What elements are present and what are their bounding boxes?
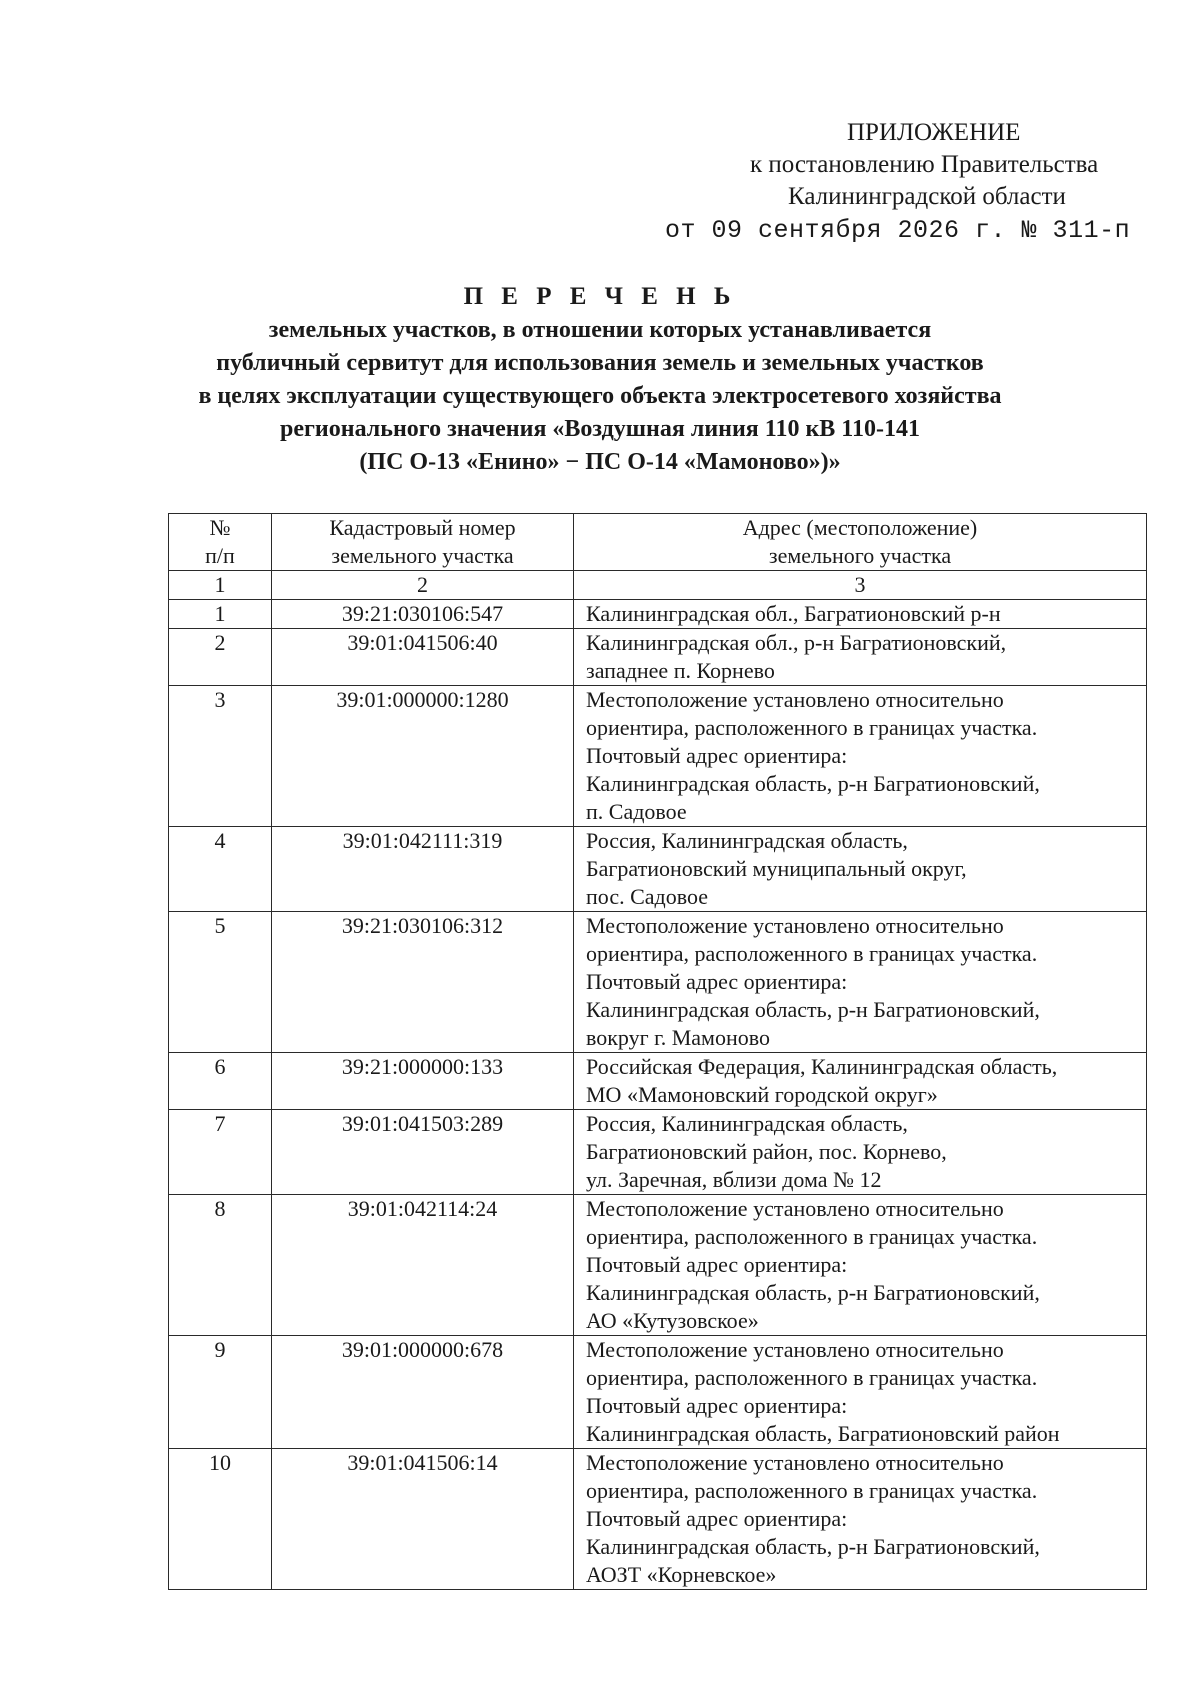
address-line: Местоположение установлено относительно bbox=[586, 687, 1004, 712]
address-cell bbox=[574, 1449, 1147, 1590]
address-line: Местоположение установлено относительно bbox=[586, 1337, 1004, 1362]
header-cell-cadastral bbox=[272, 514, 574, 571]
address-line: АО «Кутузовское» bbox=[586, 1308, 759, 1333]
table-row bbox=[169, 629, 1147, 686]
address-cell bbox=[574, 600, 1147, 629]
address-line: ориентира, расположенного в границах участка. bbox=[586, 715, 1038, 740]
header-text: п/п bbox=[205, 543, 235, 568]
heading-line: земельных участков, в отношении которых устанавливается bbox=[268, 317, 932, 343]
address-line: ориентира, расположенного в границах участка. bbox=[586, 941, 1038, 966]
header-text: Кадастровый номер bbox=[329, 515, 516, 540]
table-row bbox=[169, 600, 1147, 629]
address-line: Почтовый адрес ориентира: bbox=[586, 969, 848, 994]
row-number: 8 bbox=[169, 1195, 272, 1336]
table-row bbox=[169, 1449, 1147, 1590]
cadastral-number: 39:01:000000:1280 bbox=[272, 686, 574, 827]
address-line: вокруг г. Мамоново bbox=[586, 1025, 770, 1050]
address-line: ориентира, расположенного в границах участка. bbox=[586, 1365, 1038, 1390]
table-row bbox=[169, 686, 1147, 827]
row-number: 5 bbox=[169, 912, 272, 1053]
header-text: земельного участка bbox=[331, 543, 514, 568]
cadastral-number: 39:21:030106:547 bbox=[272, 600, 574, 629]
address-line: Почтовый адрес ориентира: bbox=[586, 743, 848, 768]
index-cell: 2 bbox=[272, 571, 574, 600]
address-line: АОЗТ «Корневское» bbox=[586, 1562, 777, 1587]
row-number: 7 bbox=[169, 1110, 272, 1195]
row-number: 9 bbox=[169, 1336, 272, 1449]
address-line: Местоположение установлено относительно bbox=[586, 1450, 1004, 1475]
header-text: земельного участка bbox=[768, 543, 952, 568]
table-header-row bbox=[169, 514, 1147, 571]
heading-line: регионального значения «Воздушная линия 110 кВ 110-141 bbox=[280, 416, 920, 442]
appendix-line-decree: к постановлению Правительства bbox=[750, 151, 1099, 178]
address-line: Почтовый адрес ориентира: bbox=[586, 1252, 848, 1277]
index-cell: 3 bbox=[574, 571, 1147, 600]
address-line: ориентира, расположенного в границах участка. bbox=[586, 1224, 1038, 1249]
address-line: Багратионовский муниципальный округ, bbox=[586, 856, 967, 881]
heading-line: публичный сервитут для использования земель и земельных участков bbox=[216, 350, 984, 376]
document-heading bbox=[0, 280, 1200, 479]
row-number: 10 bbox=[169, 1449, 272, 1590]
address-line: Калининградская область, р-н Багратионовский, bbox=[586, 1534, 1040, 1559]
address-line: Местоположение установлено относительно bbox=[586, 1196, 1004, 1221]
header-cell-number bbox=[169, 514, 272, 571]
address-line: Россия, Калининградская область, bbox=[586, 1111, 908, 1136]
cadastral-number: 39:01:000000:678 bbox=[272, 1336, 574, 1449]
row-number: 2 bbox=[169, 629, 272, 686]
row-number: 6 bbox=[169, 1053, 272, 1110]
header-text: Адрес (местоположение) bbox=[742, 515, 978, 540]
table-row bbox=[169, 1195, 1147, 1336]
address-line: Почтовый адрес ориентира: bbox=[586, 1393, 848, 1418]
address-line: Калининградская область, Багратионовский район bbox=[586, 1421, 1060, 1446]
address-cell bbox=[574, 1053, 1147, 1110]
heading-line: в целях эксплуатации существующего объекта электросетевого хозяйства bbox=[198, 383, 1002, 409]
appendix-title: ПРИЛОЖЕНИЕ bbox=[847, 119, 1021, 146]
heading-line: (ПС О-13 «Енино» − ПС О-14 «Мамоново»)» bbox=[359, 449, 841, 475]
address-line: Россия, Калининградская область, bbox=[586, 828, 908, 853]
address-line: Калининградская область, р-н Багратионовский, bbox=[586, 997, 1040, 1022]
heading-title: П Е Р Е Ч Е Н Ь bbox=[463, 283, 737, 310]
address-cell bbox=[574, 1195, 1147, 1336]
address-line: Местоположение установлено относительно bbox=[586, 913, 1004, 938]
address-line: ориентира, расположенного в границах участка. bbox=[586, 1478, 1038, 1503]
row-number: 1 bbox=[169, 600, 272, 629]
address-cell bbox=[574, 686, 1147, 827]
address-line: МО «Мамоновский городской округ» bbox=[586, 1082, 938, 1107]
header-cell-address bbox=[574, 514, 1147, 571]
cadastral-number: 39:21:000000:133 bbox=[272, 1053, 574, 1110]
address-line: Калининградская обл., р-н Багратионовский, bbox=[586, 630, 1007, 655]
cadastral-number: 39:01:041503:289 bbox=[272, 1110, 574, 1195]
address-line: Почтовый адрес ориентира: bbox=[586, 1506, 848, 1531]
cadastral-number: 39:01:041506:40 bbox=[272, 629, 574, 686]
index-cell: 1 bbox=[169, 571, 272, 600]
address-cell bbox=[574, 1336, 1147, 1449]
address-line: ул. Заречная, вблизи дома № 12 bbox=[586, 1167, 882, 1192]
appendix-line-region: Калининградской области bbox=[788, 183, 1066, 210]
row-number: 4 bbox=[169, 827, 272, 912]
address-cell bbox=[574, 827, 1147, 912]
table-row bbox=[169, 827, 1147, 912]
address-line: п. Садовое bbox=[586, 799, 687, 824]
address-line: Калининградская обл., Багратионовский р-н bbox=[586, 601, 1001, 626]
cadastral-number: 39:01:042111:319 bbox=[272, 827, 574, 912]
table-row bbox=[169, 1053, 1147, 1110]
address-line: Российская Федерация, Калининградская область, bbox=[586, 1054, 1058, 1079]
address-line: пос. Садовое bbox=[586, 884, 708, 909]
table-index-row bbox=[169, 571, 1147, 600]
table-row bbox=[169, 1110, 1147, 1195]
appendix-line-date-number: от 09 сентября 2026 г. № 311-п bbox=[665, 216, 1131, 245]
row-number: 3 bbox=[169, 686, 272, 827]
address-cell bbox=[574, 629, 1147, 686]
address-cell bbox=[574, 912, 1147, 1053]
address-line: Багратионовский район, пос. Корнево, bbox=[586, 1139, 947, 1164]
address-line: Калининградская область, р-н Багратионовский, bbox=[586, 1280, 1040, 1305]
table-row bbox=[169, 1336, 1147, 1449]
cadastral-number: 39:01:042114:24 bbox=[272, 1195, 574, 1336]
address-line: западнее п. Корнево bbox=[586, 658, 775, 683]
land-plots-table bbox=[168, 513, 1147, 1590]
address-line: Калининградская область, р-н Багратионовский, bbox=[586, 771, 1040, 796]
table-row bbox=[169, 912, 1147, 1053]
cadastral-number: 39:21:030106:312 bbox=[272, 912, 574, 1053]
header-text: № bbox=[209, 515, 231, 540]
address-cell bbox=[574, 1110, 1147, 1195]
cadastral-number: 39:01:041506:14 bbox=[272, 1449, 574, 1590]
